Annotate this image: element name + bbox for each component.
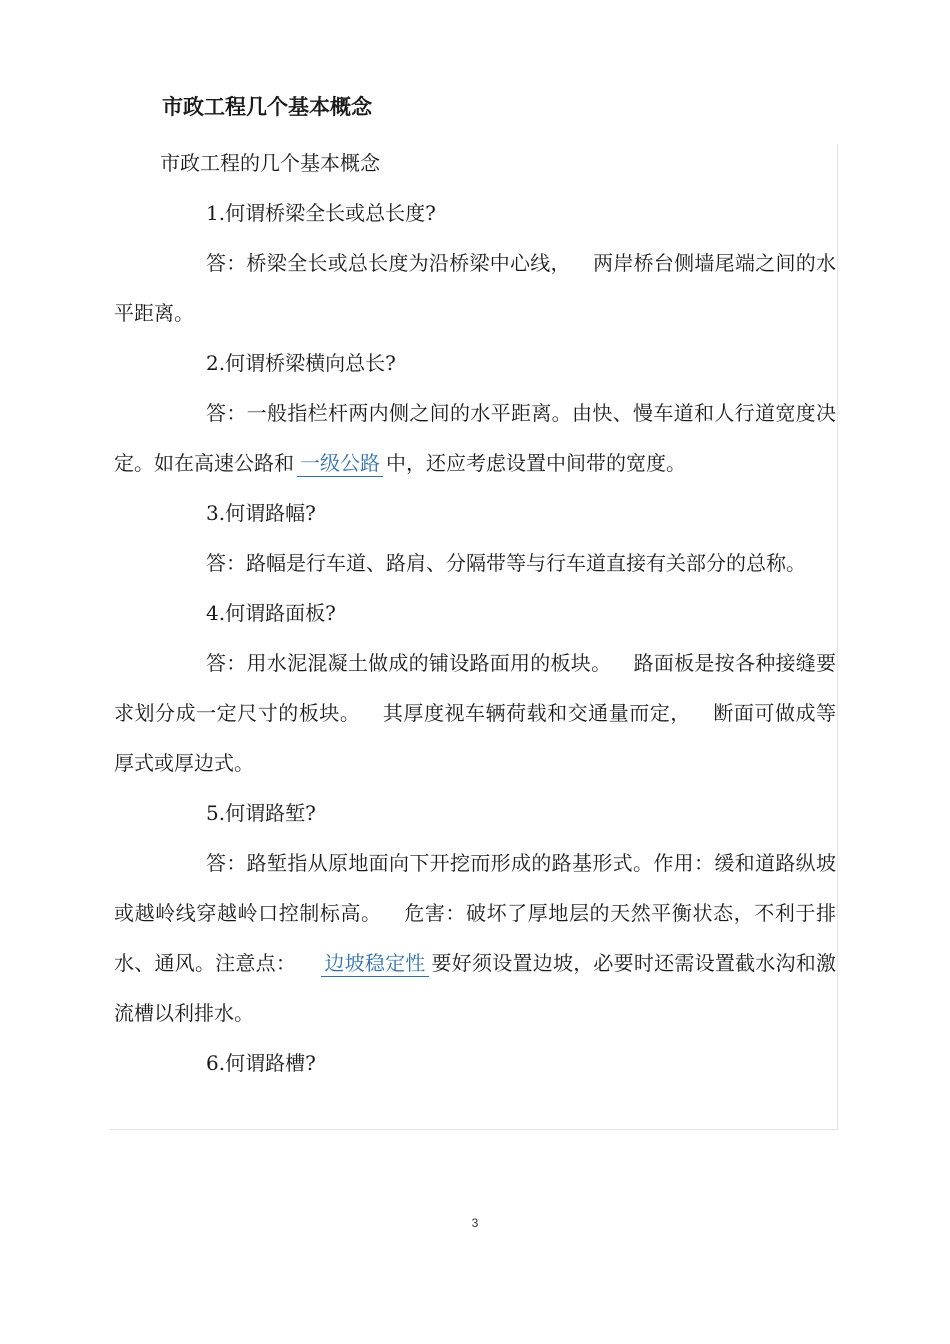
page-number: 3 [471, 1216, 479, 1230]
answer-1-part-2: 两岸桥台侧墙尾端之间的水平距离。 [114, 251, 837, 325]
answer-5-part-3: 要好须设置边坡，必要时还需设置截水沟和激流槽以利排水。 [114, 951, 837, 1025]
answer-5-part-2: 危害：破坏了厚地层的天然平衡状态，不利于排水、通风。注意点： [114, 901, 837, 975]
question-6: 6.何谓路槽? [206, 1051, 316, 1075]
document-heading: 市政工程几个基本概念 [162, 95, 372, 119]
document-body [114, 138, 836, 1088]
question-3: 3.何谓路幅? [206, 501, 316, 525]
answer-5 [114, 838, 836, 1038]
answer-2-part-1: 答：一般指栏杆两内侧之间的水平距离。由快、慢车道和人行道宽度决定。如在高速公路和 [114, 401, 836, 475]
answer-4-part-3: 其厚度视车辆荷载和交通量而定， [382, 701, 691, 725]
answer-2 [114, 388, 836, 488]
answer-1 [114, 238, 836, 338]
question-1: 1.何谓桥梁全长或总长度? [206, 201, 436, 225]
answer-5-part-1: 答：路堑指从原地面向下开挖而形成的路基形式。作用：缓和道路纵坡或越岭线穿越岭口控制标高。 [114, 851, 836, 925]
question-4: 4.何谓路面板? [206, 601, 336, 625]
answer-4-part-2: 路面板是按各种接缝要求划分成一定尺寸的板块。 [114, 651, 837, 725]
answer-3: 答：路幅是行车道、路肩、分隔带等与行车道直接有关部分的总称。 [206, 551, 806, 575]
question-2: 2.何谓桥梁横向总长? [206, 351, 396, 375]
answer-2-part-2: 中，还应考虑设置中间带的宽度。 [386, 451, 686, 475]
intro-line: 市政工程的几个基本概念 [160, 151, 380, 175]
link-first-class-highway[interactable]: 一级公路 [297, 451, 383, 477]
answer-4-part-4: 断面可做成等厚式或厚边式。 [114, 701, 837, 775]
answer-1-part-1: 答：桥梁全长或总长度为沿桥梁中心线， [206, 251, 571, 275]
answer-4 [114, 638, 836, 788]
link-slope-stability[interactable]: 边坡稳定性 [321, 951, 428, 977]
answer-4-part-1: 答：用水泥混凝土做成的铺设路面用的板块。 [206, 651, 612, 675]
question-5: 5.何谓路堑? [206, 801, 316, 825]
